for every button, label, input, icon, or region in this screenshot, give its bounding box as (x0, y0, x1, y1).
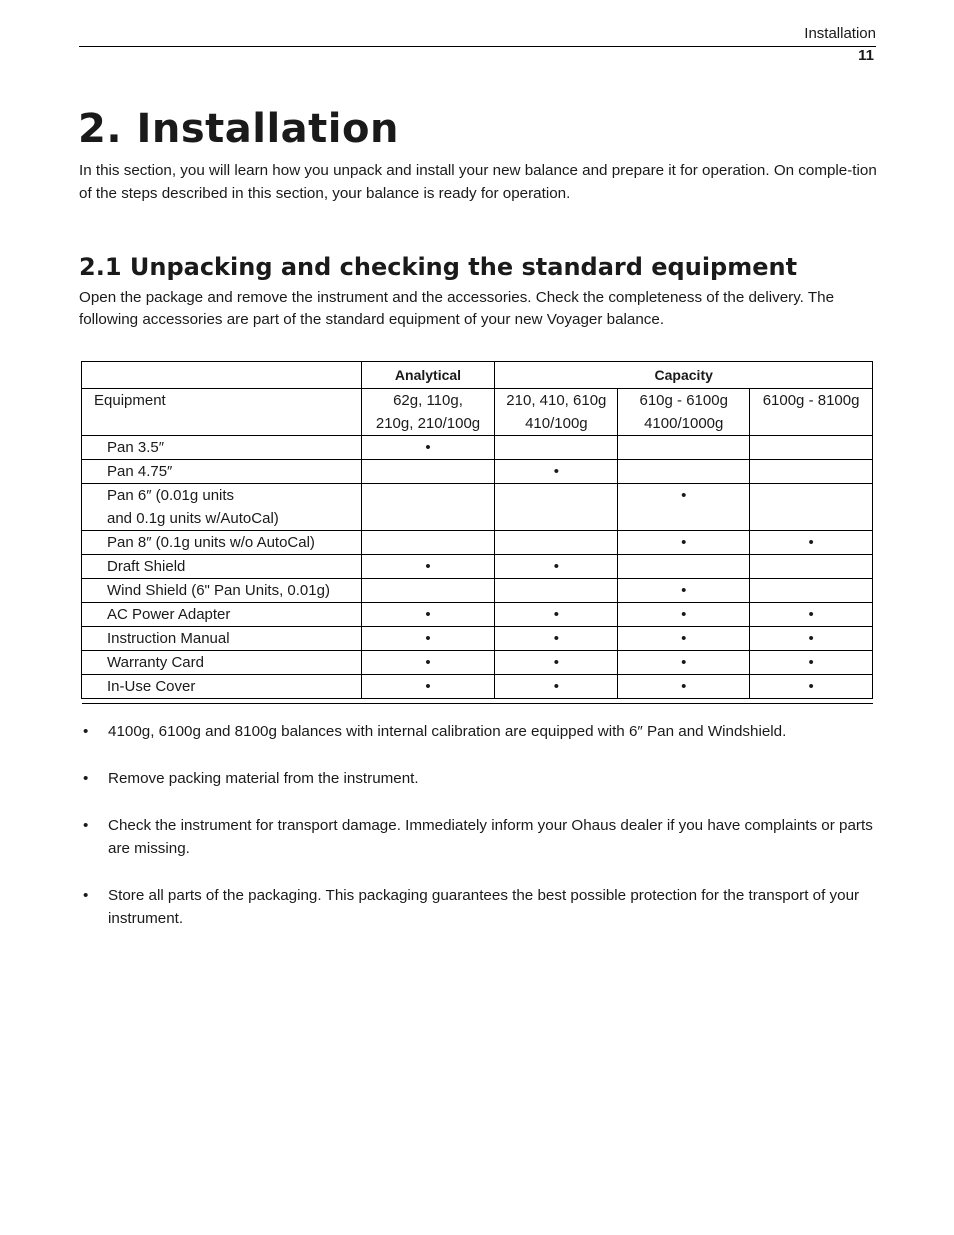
mark-cell (618, 627, 750, 651)
mark-cell (750, 675, 873, 699)
column-header-line2: 4100/1000g (644, 415, 724, 432)
mark-cell (618, 436, 750, 460)
table-row (82, 651, 873, 675)
mark-cell (618, 579, 750, 603)
bullet-mark: • (808, 606, 814, 623)
bullet-mark: • (553, 654, 559, 671)
table-row (82, 675, 873, 699)
list-item-text: Remove packing material from the instrument. (108, 770, 419, 787)
bullet-mark: • (681, 678, 687, 695)
row-label (82, 484, 362, 531)
list-item-text: 4100g, 6100g and 8100g balances with internal calibration are equipped with 6″ Pan and Windshield. (108, 723, 787, 740)
bullet-mark: • (808, 678, 814, 695)
bullet-mark: • (808, 654, 814, 671)
mark-cell (495, 555, 618, 579)
mark-cell (361, 484, 495, 531)
column-header-line2: 210g, 210/100g (375, 415, 481, 432)
list-item (79, 814, 879, 860)
row-label (82, 651, 362, 675)
row-label-line1: Instruction Manual (107, 630, 230, 647)
column-header-line1: 210, 410, 610g (506, 392, 607, 409)
mark-cell (495, 531, 618, 555)
row-label (82, 603, 362, 627)
list-item (79, 720, 879, 743)
mark-cell (361, 555, 495, 579)
column-header-line2: 410/100g (525, 415, 588, 432)
mark-cell (750, 579, 873, 603)
bullet-mark: • (681, 582, 687, 599)
mark-cell (361, 651, 495, 675)
intro-paragraph: In this section, you will learn how you unpack and install your new balance and prepare it for operation. On comple-tion of the steps described in this section, your balance is ready for operation. (79, 162, 877, 202)
mark-cell (618, 675, 750, 699)
bullet-mark: • (808, 534, 814, 551)
bullet-mark: • (425, 606, 431, 623)
spacer-cell (361, 699, 495, 704)
table-row (82, 436, 873, 460)
row-label (82, 627, 362, 651)
column-header (495, 389, 618, 436)
mark-cell (495, 675, 618, 699)
bullet-mark: • (681, 630, 687, 647)
list-item-text: Store all parts of the packaging. This packaging guarantees the best possible protection for the transport of your instrument. (108, 887, 860, 927)
bullet-mark: • (681, 534, 687, 551)
bullet-mark: • (553, 678, 559, 695)
mark-cell (495, 484, 618, 531)
mark-cell (750, 484, 873, 531)
mark-cell (750, 531, 873, 555)
page-number: 11 (858, 47, 874, 64)
mark-cell (618, 531, 750, 555)
section-heading: 2.1 Unpacking and checking the standard equipment (79, 253, 798, 281)
mark-cell (750, 460, 873, 484)
bullet-icon: • (83, 887, 89, 904)
table-row (82, 603, 873, 627)
row-label-line2: and 0.1g units w/AutoCal) (107, 510, 279, 527)
row-label-line1: Pan 3.5″ (107, 439, 165, 456)
row-label (82, 531, 362, 555)
table-row (82, 555, 873, 579)
mark-cell (618, 555, 750, 579)
column-header (361, 389, 495, 436)
header-capacity: Capacity (495, 362, 873, 389)
mark-cell (618, 484, 750, 531)
row-label-line1: Pan 4.75″ (107, 463, 173, 480)
notes-list (79, 720, 879, 930)
running-header-title: Installation (804, 25, 876, 42)
table-bottom-spacer (82, 699, 873, 704)
mark-cell (495, 460, 618, 484)
row-label-line1: AC Power Adapter (107, 606, 231, 623)
spacer-cell (750, 699, 873, 704)
bullet-mark: • (808, 630, 814, 647)
mark-cell (495, 651, 618, 675)
spacer-cell (82, 699, 362, 704)
table-corner-cell (82, 362, 362, 389)
table-column-header-row (82, 389, 873, 436)
header-rule (79, 46, 876, 47)
table-row (82, 579, 873, 603)
mark-cell (750, 603, 873, 627)
mark-cell (618, 460, 750, 484)
list-item (79, 767, 879, 790)
mark-cell (495, 436, 618, 460)
bullet-icon: • (83, 817, 89, 834)
bullet-mark: • (553, 558, 559, 575)
mark-cell (750, 651, 873, 675)
table-row (82, 460, 873, 484)
mark-cell (495, 627, 618, 651)
mark-cell (750, 555, 873, 579)
equipment-label: Equipment (82, 389, 362, 436)
mark-cell (361, 579, 495, 603)
spacer-cell (618, 699, 750, 704)
spacer-cell (495, 699, 618, 704)
list-item-text: Check the instrument for transport damage. Immediately inform your Ohaus dealer if you have complaints or parts are missing. (108, 817, 873, 857)
mark-cell (618, 603, 750, 627)
mark-cell (361, 531, 495, 555)
row-label (82, 675, 362, 699)
bullet-icon: • (83, 770, 89, 787)
row-label (82, 436, 362, 460)
column-header-line1: 6100g - 8100g (762, 392, 860, 409)
mark-cell (361, 627, 495, 651)
table-row (82, 484, 873, 531)
row-label (82, 579, 362, 603)
row-label-line1: Warranty Card (107, 654, 204, 671)
mark-cell (750, 436, 873, 460)
row-label-line1: Draft Shield (107, 558, 186, 575)
chapter-title: 2. Installation (78, 106, 399, 152)
row-label (82, 555, 362, 579)
mark-cell (361, 675, 495, 699)
row-label-line1: Wind Shield (6" Pan Units, 0.01g) (107, 582, 330, 599)
bullet-mark: • (553, 463, 559, 480)
table-row (82, 627, 873, 651)
column-header-line1: 610g - 6100g (639, 392, 728, 409)
bullet-mark: • (425, 439, 431, 456)
bullet-icon: • (83, 723, 89, 740)
mark-cell (750, 627, 873, 651)
mark-cell (361, 436, 495, 460)
bullet-mark: • (425, 630, 431, 647)
mark-cell (361, 603, 495, 627)
column-header (618, 389, 750, 436)
mark-cell (495, 579, 618, 603)
bullet-mark: • (681, 487, 687, 504)
row-label-line1: In-Use Cover (107, 678, 196, 695)
table-group-header-row (82, 362, 873, 389)
bullet-mark: • (425, 654, 431, 671)
bullet-mark: • (681, 606, 687, 623)
bullet-mark: • (553, 630, 559, 647)
equipment-table (81, 361, 873, 704)
row-label-line1: Pan 8″ (0.1g units w/o AutoCal) (107, 534, 315, 551)
table-row (82, 531, 873, 555)
section-paragraph: Open the package and remove the instrument and the accessories. Check the completeness of the delivery. The following accessories are part of the standard equipment of your new Voyager balance. (79, 289, 835, 328)
bullet-mark: • (553, 606, 559, 623)
bullet-mark: • (425, 558, 431, 575)
row-label-line1: Pan 6″ (0.01g units (107, 487, 235, 504)
bullet-mark: • (425, 678, 431, 695)
column-header-line1: 62g, 110g, (393, 392, 463, 409)
column-header (750, 389, 873, 436)
list-item (79, 884, 879, 930)
bullet-mark: • (681, 654, 687, 671)
mark-cell (495, 603, 618, 627)
header-analytical: Analytical (361, 362, 495, 389)
mark-cell (361, 460, 495, 484)
mark-cell (618, 651, 750, 675)
row-label (82, 460, 362, 484)
